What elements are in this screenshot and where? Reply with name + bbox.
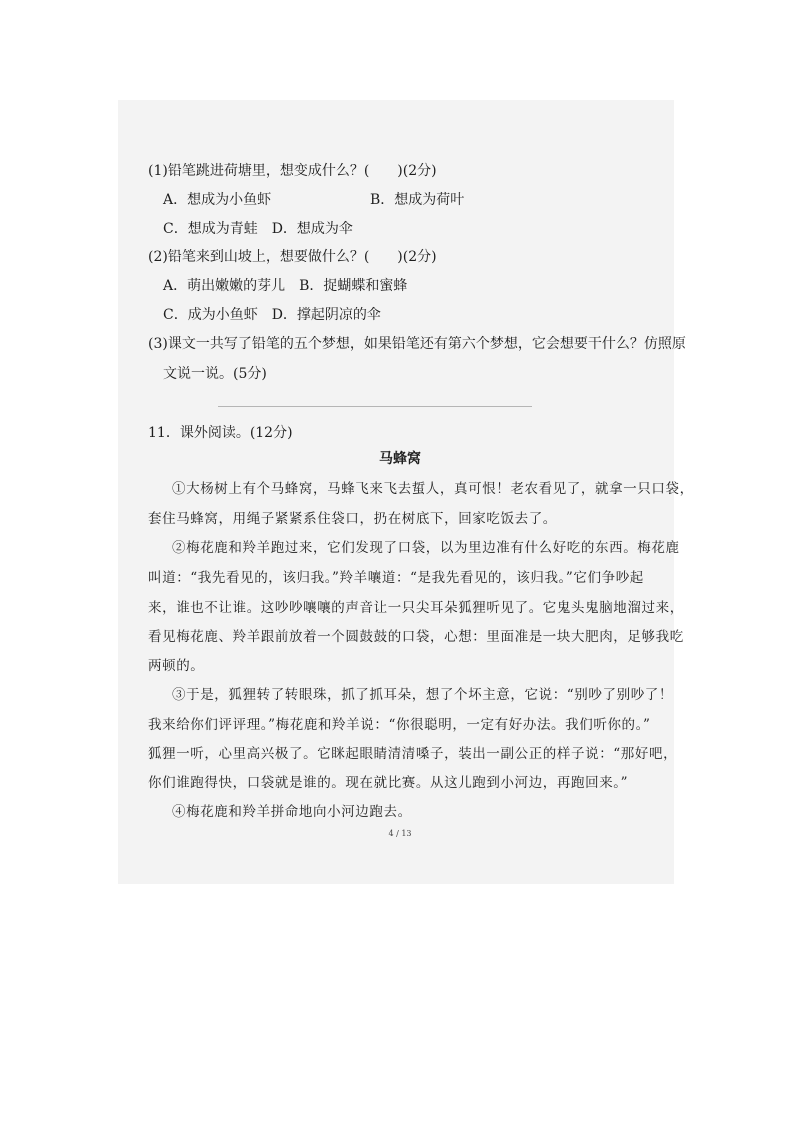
question-3-stem-line-1: (3)课文一共写了铅笔的五个梦想，如果铅笔还有第六个梦想，它会想要干什么？仿照原 [148,336,686,352]
answer-line [218,406,532,407]
passage-line: 看见梅花鹿、羚羊跟前放着一个圆鼓鼓的口袋，心想：里面准是一块大肥肉，足够我吃 [148,629,684,645]
question-3-stem-line-2: 文说一说。(5分) [163,366,267,382]
passage-line: ③于是，狐狸转了转眼珠，抓了抓耳朵，想了个坏主意，它说：“别吵了别吵了！ [172,687,674,703]
passage-line: 你们谁跑得快，口袋就是谁的。现在就比赛。从这儿跑到小河边，再跑回来。” [148,775,629,791]
passage-line: 叫道：“我先看见的，该归我。”羚羊嚷道：“是我先看见的，该归我。”它们争吵起 [148,570,644,586]
section-11-heading: 11．课外阅读。(12分) [148,425,293,441]
question-1-option-cd: C．想成为青蛙 D．想成为伞 [163,221,353,237]
question-2-option-cd: C．成为小鱼虾 D．撑起阴凉的伞 [163,307,381,323]
passage-line: ②梅花鹿和羚羊跑过来，它们发现了口袋，以为里边准有什么好吃的东西。梅花鹿 [172,540,680,556]
passage-line: ①大杨树上有个马蜂窝，马蜂飞来飞去蜇人，真可恨！老农看见了，就拿一只口袋， [172,481,694,497]
question-2-option-ab: A．萌出嫩嫩的芽儿 B．捉蝴蝶和蜜蜂 [163,278,408,294]
passage-line: 套住马蜂窝，用绳子紧紧系住袋口，扔在树底下，回家吃饭去了。 [148,511,557,527]
question-1-stem: (1)铅笔跳进荷塘里，想变成什么？( )(2分) [148,163,437,179]
passage-line: 两顿的。 [148,658,205,674]
passage-line: 来，谁也不让谁。这吵吵嚷嚷的声音让一只尖耳朵狐狸听见了。它鬼头鬼脑地溜过来， [148,600,684,616]
question-1-option-a: A．想成为小鱼虾 [163,192,272,208]
passage-line: 狐狸一听，心里高兴极了。它眯起眼睛清清嗓子，装出一副公正的样子说：“那好吧， [148,746,678,762]
question-2-stem: (2)铅笔来到山坡上，想要做什么？( )(2分) [148,249,437,265]
passage-line: ④梅花鹿和羚羊拼命地向小河边跑去。 [172,804,412,820]
page-number: 4 / 13 [388,829,412,838]
passage-line: 我来给你们评评理。”梅花鹿和羚羊说：“你很聪明，一定有好办法。我们听你的。” [148,717,651,733]
question-1-option-b: B．想成为荷叶 [370,192,465,208]
passage-title: 马蜂窝 [379,451,421,467]
